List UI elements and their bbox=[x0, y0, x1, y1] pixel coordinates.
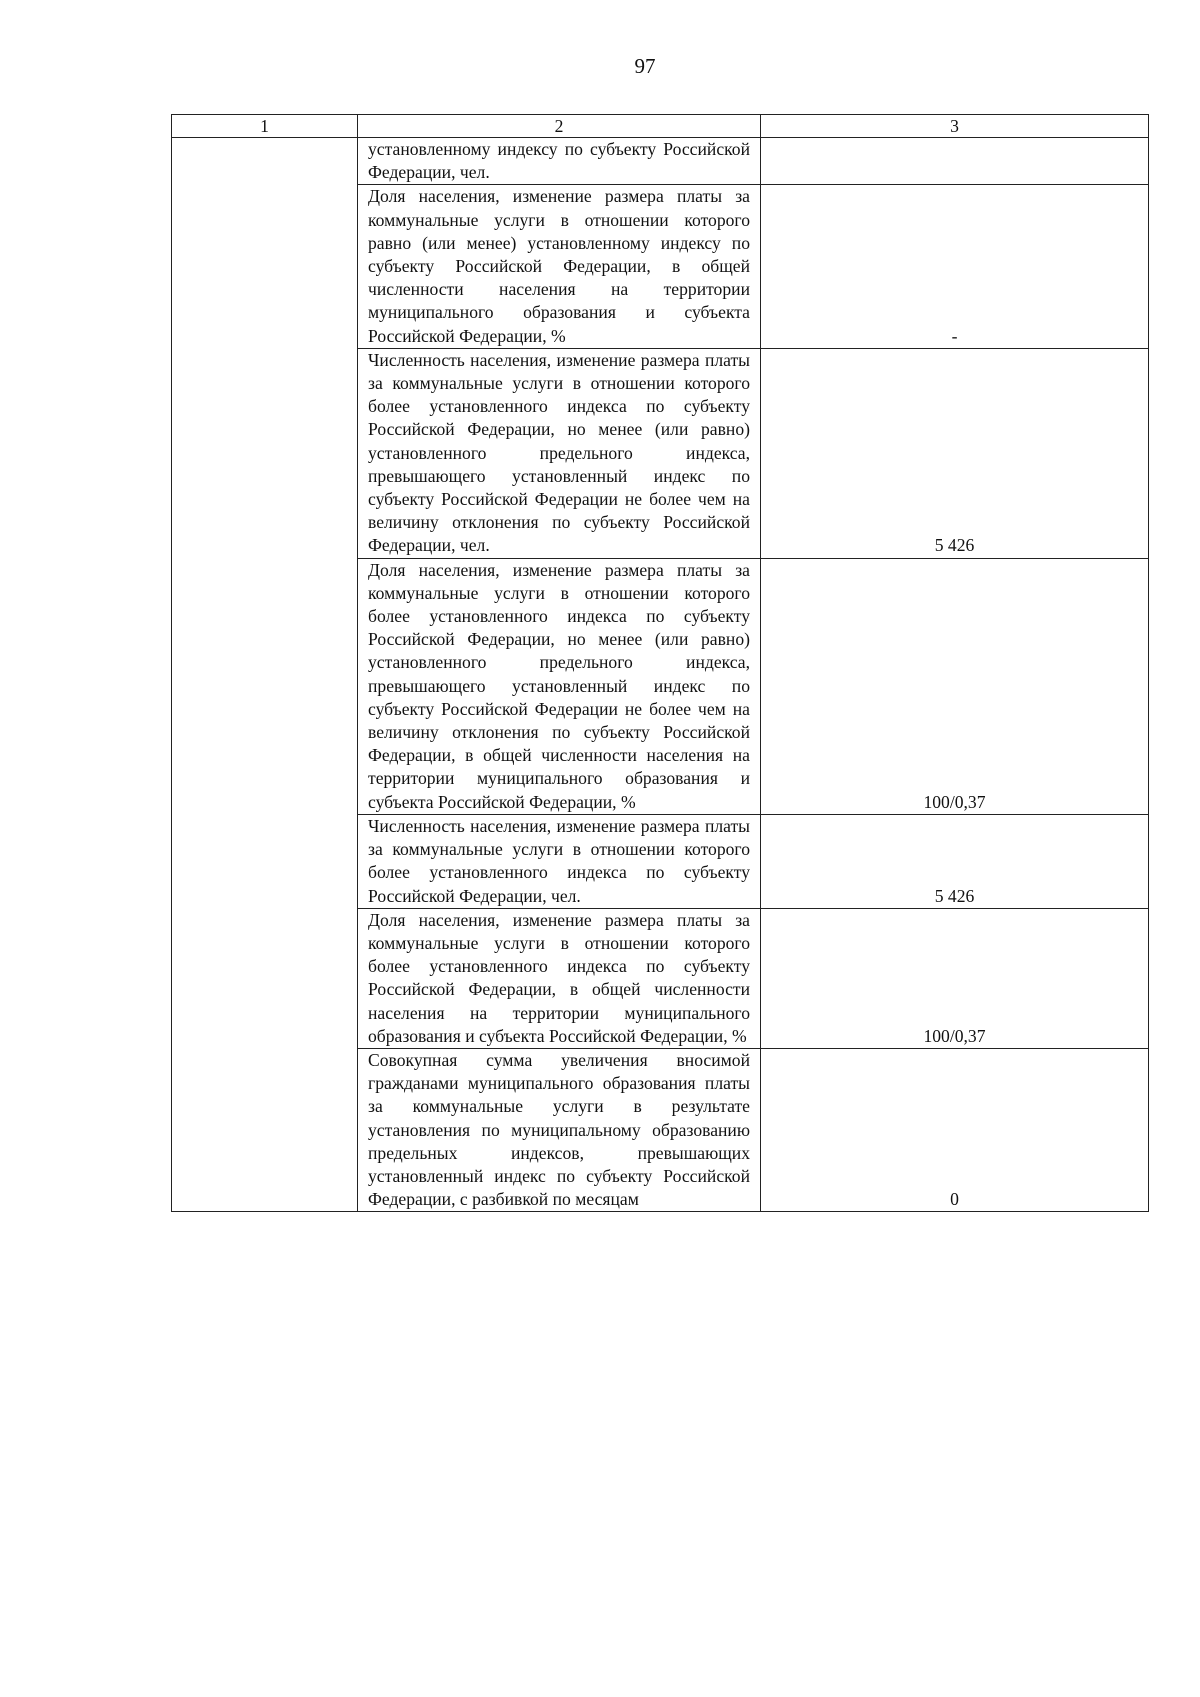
column-header-3: 3 bbox=[761, 115, 1149, 138]
indicator-description: Совокупная сумма увеличения вносимой гражданами муниципального образования платы за коммунальные услуги в результате установления по муниципальному образованию предельных индексов, превышающих установленный индекс по субъекту Российской Федерации, с разбивкой по месяцам bbox=[358, 1048, 761, 1211]
indicator-value: 0 bbox=[761, 1048, 1149, 1211]
indicator-description: Доля населения, изменение размера платы за коммунальные услуги в отношении которого более установленного индекса по субъекту Российской Федерации, но менее (или равно) установленного предельного индекса, превышающего установленный индекс по субъекту Российской Федерации не более чем на величину отклонения по субъекту Российской Федерации, в общей численности населения на территории муниципального образования и субъекта Российской Федерации, % bbox=[358, 558, 761, 814]
indicator-value: 100/0,37 bbox=[761, 558, 1149, 814]
column-header-2: 2 bbox=[358, 115, 761, 138]
first-column-cell bbox=[172, 138, 358, 1212]
indicator-value: 5 426 bbox=[761, 814, 1149, 908]
indicator-value: 100/0,37 bbox=[761, 908, 1149, 1048]
indicator-value: - bbox=[761, 185, 1149, 348]
indicator-description: Доля населения, изменение размера платы за коммунальные услуги в отношении которого более установленного индекса по субъекту Российской Федерации, в общей численности населения на территории муниципального образования и субъекта Российской Федерации, % bbox=[358, 908, 761, 1048]
indicator-description: Численность населения, изменение размера платы за коммунальные услуги в отношении которого более установленного индекса по субъекту Российской Федерации, чел. bbox=[358, 814, 761, 908]
indicator-description: Доля населения, изменение размера платы за коммунальные услуги в отношении которого равно (или менее) установленному индексу по субъекту Российской Федерации, в общей численности населения на территории муниципального образования и субъекта Российской Федерации, % bbox=[358, 185, 761, 348]
table-header-row bbox=[172, 115, 1149, 138]
table-row bbox=[172, 138, 1149, 185]
indicator-value: 5 426 bbox=[761, 348, 1149, 558]
indicator-description: Численность населения, изменение размера платы за коммунальные услуги в отношении которого более установленного индекса по субъекту Российской Федерации, но менее (или равно) установленного предельного индекса, превышающего установленный индекс по субъекту Российской Федерации не более чем на величину отклонения по субъекту Российской Федерации, чел. bbox=[358, 348, 761, 558]
column-header-1: 1 bbox=[172, 115, 358, 138]
page-number: 97 bbox=[634, 54, 656, 78]
indicator-value bbox=[761, 138, 1149, 185]
indicator-description: установленному индексу по субъекту Российской Федерации, чел. bbox=[358, 138, 761, 185]
indicators-table bbox=[171, 114, 1149, 1212]
